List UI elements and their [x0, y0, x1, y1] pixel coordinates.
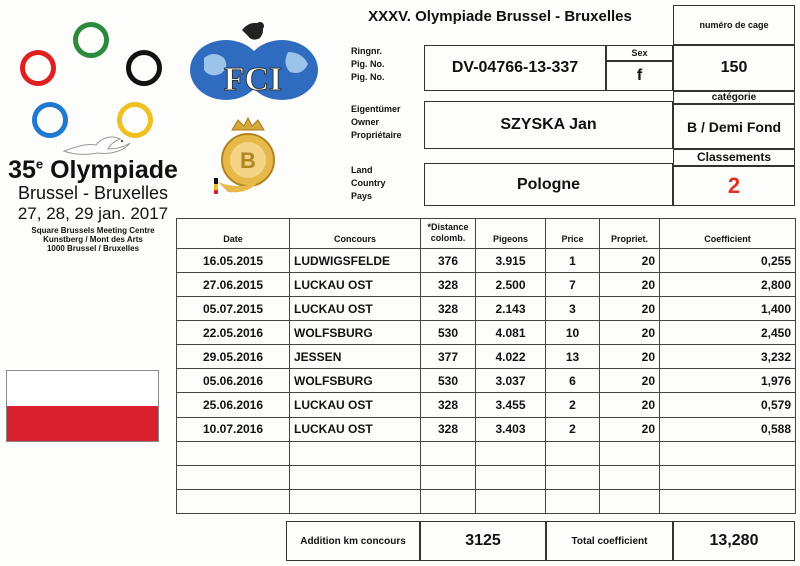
cell-concours: LUDWIGSFELDE [290, 249, 421, 273]
cell-empty [476, 489, 546, 513]
fci-globe-logo [188, 18, 318, 104]
ring-number: DV-04766-13-337 [451, 59, 579, 76]
cell-empty [290, 441, 421, 465]
cell-coefficient: 0,255 [660, 249, 796, 273]
cell-empty [290, 465, 421, 489]
cell-pigeons: 3.037 [476, 369, 546, 393]
country-value: Pologne [516, 175, 581, 193]
cell-date: 05.06.2016 [177, 369, 290, 393]
cell-empty [546, 441, 600, 465]
category-value-box [673, 104, 795, 149]
cell-coefficient: 1,976 [660, 369, 796, 393]
cell-concours: LUCKAU OST [290, 393, 421, 417]
col-header-pigeons: Pigeons [476, 219, 546, 249]
cell-price: 13 [546, 345, 600, 369]
country-labels [351, 164, 386, 203]
addition-label: Addition km concours [300, 535, 406, 547]
category-label: catégorie [711, 92, 757, 103]
ring-label-de: Ringnr. [351, 46, 382, 56]
col-header-distance: *Distance colomb. [421, 219, 476, 249]
owner-name-box [424, 101, 673, 149]
venue-line-1: Square Brussels Meeting Centre [31, 226, 155, 235]
sex-label: Sex [631, 47, 648, 58]
cell-date: 16.05.2015 [177, 249, 290, 273]
belgian-federation-badge [214, 116, 282, 198]
cell-pigeons: 3.915 [476, 249, 546, 273]
classement-label: Classements [696, 150, 772, 164]
cell-empty [600, 465, 660, 489]
sex-value-box [606, 61, 673, 91]
cell-coefficient: 2,450 [660, 321, 796, 345]
cell-distance: 530 [421, 369, 476, 393]
cell-price: 7 [546, 273, 600, 297]
cell-empty [660, 489, 796, 513]
cell-empty [476, 465, 546, 489]
col-header-propriet: Propriet. [600, 219, 660, 249]
cell-price: 2 [546, 393, 600, 417]
cell-coefficient: 3,232 [660, 345, 796, 369]
cell-coefficient: 0,588 [660, 417, 796, 441]
table-row [177, 417, 796, 441]
cell-pigeons: 2.500 [476, 273, 546, 297]
country-box [424, 163, 673, 206]
poland-flag [6, 370, 159, 442]
cell-concours: LUCKAU OST [290, 417, 421, 441]
table-row [177, 297, 796, 321]
cell-empty [600, 489, 660, 513]
cell-date: 10.07.2016 [177, 417, 290, 441]
ring-labels [351, 45, 385, 84]
olympiade-city: Brussel - Bruxelles [17, 183, 169, 203]
cell-empty [421, 489, 476, 513]
olympiade-dates: 27, 28, 29 jan. 2017 [17, 204, 169, 223]
total-label-box [546, 521, 673, 561]
cell-empty [660, 465, 796, 489]
cell-concours: WOLFSBURG [290, 321, 421, 345]
cell-date: 05.07.2015 [177, 297, 290, 321]
cell-empty [290, 489, 421, 513]
cell-propriet: 20 [600, 417, 660, 441]
cell-empty [546, 465, 600, 489]
table-row-empty [177, 465, 796, 489]
flag-white-stripe [7, 371, 158, 406]
cell-coefficient: 1,400 [660, 297, 796, 321]
cell-price: 10 [546, 321, 600, 345]
cell-date: 27.06.2015 [177, 273, 290, 297]
ring-green-icon [73, 22, 109, 58]
cell-coefficient: 0,579 [660, 393, 796, 417]
ring-red-icon [20, 50, 56, 86]
cell-distance: 328 [421, 273, 476, 297]
total-value: 13,280 [709, 532, 759, 549]
total-label: Total coefficient [571, 535, 648, 547]
col-header-coefficient: Coefficient [660, 219, 796, 249]
cell-concours: LUCKAU OST [290, 297, 421, 321]
addition-label-box [286, 521, 420, 561]
cell-empty [177, 465, 290, 489]
cell-coefficient: 2,800 [660, 273, 796, 297]
category-label-box [673, 91, 795, 104]
flag-red-stripe [7, 406, 158, 441]
cell-propriet: 20 [600, 273, 660, 297]
cell-propriet: 20 [600, 393, 660, 417]
col-header-date: Date [177, 219, 290, 249]
cell-propriet: 20 [600, 249, 660, 273]
table-row-empty [177, 441, 796, 465]
cage-number: 150 [720, 59, 748, 76]
table-row [177, 321, 796, 345]
cell-price: 6 [546, 369, 600, 393]
cell-pigeons: 2.143 [476, 297, 546, 321]
cell-empty [421, 441, 476, 465]
classement-value: 2 [727, 173, 741, 198]
col-header-concours: Concours [290, 219, 421, 249]
owner-label-fr: Propriétaire [351, 130, 402, 140]
total-value-box [673, 521, 795, 561]
country-label-en: Country [351, 178, 386, 188]
cell-date: 22.05.2016 [177, 321, 290, 345]
cell-distance: 328 [421, 417, 476, 441]
cage-label: numéro de cage [699, 19, 769, 30]
table-row [177, 369, 796, 393]
cell-propriet: 20 [600, 345, 660, 369]
cell-propriet: 20 [600, 321, 660, 345]
venue-line-2: Kunstberg / Mont des Arts [43, 235, 143, 244]
owner-labels [351, 103, 402, 142]
table-row [177, 249, 796, 273]
ring-number-box [424, 45, 606, 91]
cell-distance: 328 [421, 297, 476, 321]
cell-propriet: 20 [600, 369, 660, 393]
cell-pigeons: 4.081 [476, 321, 546, 345]
table-row [177, 345, 796, 369]
dove-icon [62, 133, 132, 157]
cell-pigeons: 4.022 [476, 345, 546, 369]
cell-distance: 328 [421, 393, 476, 417]
classement-label-box [673, 149, 795, 166]
results-table [176, 218, 796, 514]
badge-letter: B [240, 148, 256, 173]
owner-label-de: Eigentümer [351, 104, 401, 114]
owner-label-en: Owner [351, 117, 380, 127]
ring-label-fr: Pig. No. [351, 72, 385, 82]
cell-distance: 376 [421, 249, 476, 273]
cell-empty [421, 465, 476, 489]
sex-value: f [636, 67, 643, 84]
country-label-fr: Pays [351, 191, 373, 201]
col-header-price: Price [546, 219, 600, 249]
cell-empty [546, 489, 600, 513]
table-row [177, 393, 796, 417]
country-label-de: Land [351, 165, 373, 175]
cell-concours: WOLFSBURG [290, 369, 421, 393]
cell-price: 3 [546, 297, 600, 321]
document-title: XXXV. Olympiade Brussel - Bruxelles [368, 8, 632, 25]
table-header-row [177, 219, 796, 249]
cell-empty [476, 441, 546, 465]
cage-label-box [673, 5, 795, 45]
cell-empty [177, 489, 290, 513]
cell-price: 1 [546, 249, 600, 273]
addition-value-box [420, 521, 546, 561]
sex-label-box [606, 45, 673, 61]
fci-letters: FCI [223, 61, 283, 98]
olympiade-title: 35e Olympiade [8, 156, 178, 184]
cell-empty [660, 441, 796, 465]
cell-distance: 530 [421, 321, 476, 345]
cell-price: 2 [546, 417, 600, 441]
cage-number-box [673, 45, 795, 91]
addition-value: 3125 [465, 532, 501, 549]
ring-black-icon [126, 50, 162, 86]
cell-date: 29.05.2016 [177, 345, 290, 369]
table-row-empty [177, 489, 796, 513]
cell-date: 25.06.2016 [177, 393, 290, 417]
cell-pigeons: 3.455 [476, 393, 546, 417]
owner-name: SZYSKA Jan [500, 116, 597, 133]
table-row [177, 273, 796, 297]
cell-concours: LUCKAU OST [290, 273, 421, 297]
cell-pigeons: 3.403 [476, 417, 546, 441]
cell-distance: 377 [421, 345, 476, 369]
cell-empty [600, 441, 660, 465]
cell-concours: JESSEN [290, 345, 421, 369]
venue-line-3: 1000 Brussel / Bruxelles [46, 244, 140, 253]
cell-propriet: 20 [600, 297, 660, 321]
ring-label-en: Pig. No. [351, 59, 385, 69]
category-value: B / Demi Fond [686, 118, 782, 135]
cell-empty [177, 441, 290, 465]
classement-value-box [673, 166, 795, 206]
